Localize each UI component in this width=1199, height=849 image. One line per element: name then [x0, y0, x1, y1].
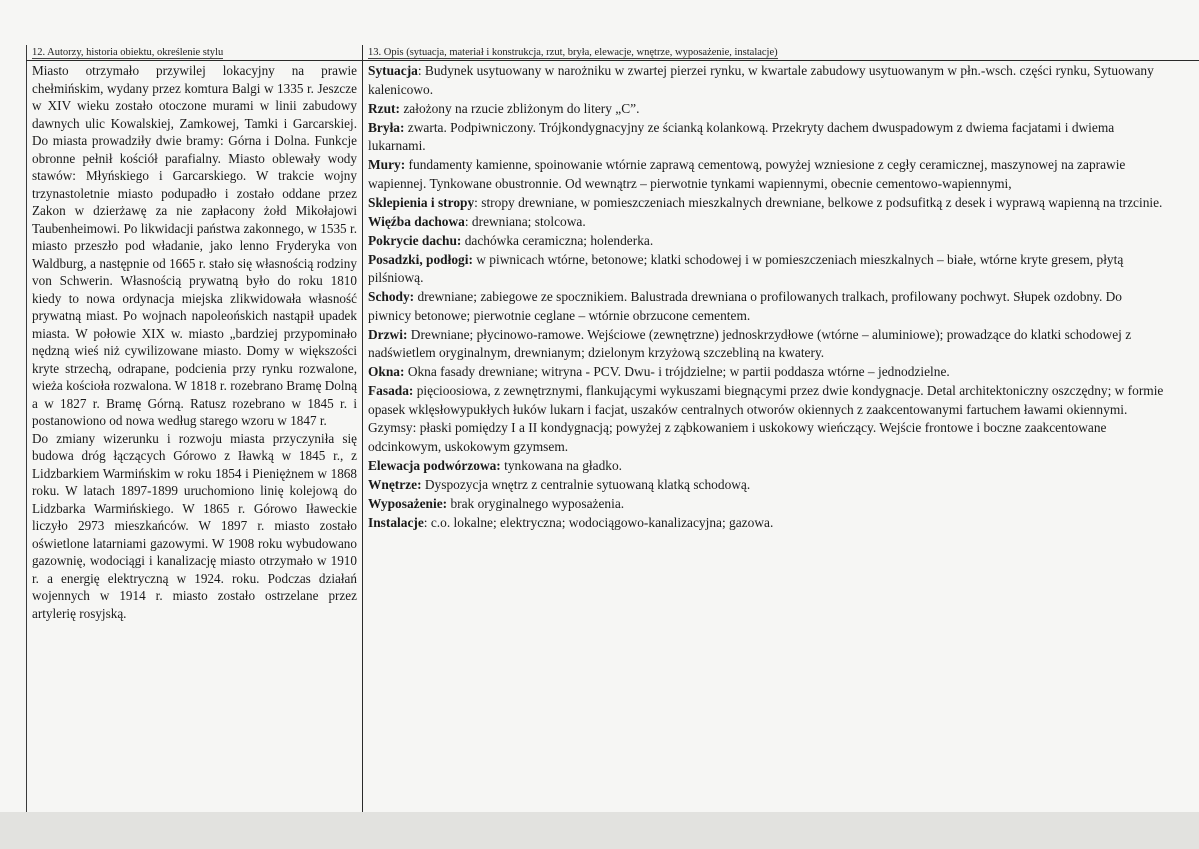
description-entry — [368, 326, 1168, 363]
description-entry — [368, 156, 1168, 193]
description-text: w piwnicach wtórne, betonowe; klatki schodowej i w pomieszczeniach mieszkalnych – białe, wtórne kryte gresem, płytą pilśniową. — [368, 251, 1124, 285]
history-column — [32, 62, 357, 622]
table-left-border — [26, 45, 27, 812]
history-paragraph-2: Do zmiany wizerunku i rozwoju miasta przyczyniła się budowa dróg łączących Górowo z Iławką w 1845 r., z Lidzbarkiem Warmińskim w roku 1854 i Pieniężnem w 1868 roku. W latach 1897-1899 uruchomiono linię kolejową do Lidzbarka Warmińskiego. W 1865 r. Górowo Iławeckie liczyło 2973 mieszkańców. W 1897 r. miasto zostało oświetlone latarniami gazowymi. W 1908 roku wybudowano gazownię, wodociągi i kanalizację miasto otrzymało w 1910 r. a energię elektryczną w 1924. roku. Podczas działań wojennych w 1914 r. miasto zostało ostrzelane przez artylerię rosyjską. — [32, 430, 357, 621]
description-text: Dyspozycja wnętrz z centralnie sytuowaną klatką schodową. — [421, 476, 751, 492]
description-label: Drzwi: — [368, 326, 408, 342]
section-12-header — [32, 46, 223, 59]
description-column — [368, 62, 1168, 533]
description-text: brak oryginalnego wyposażenia. — [447, 495, 625, 511]
description-text: pięcioosiowa, z zewnętrznymi, flankującymi wykuszami biegnącymi przez dwie kondygnacje. Detal architektoniczny oszczędny; w formie opasek wklęsłowypukłych łuków lukarn i facjat, uszaków centralnych otworów okiennych z zaakcentowanymi fartuchem ławami okiennymi. Gzymsy: płaski pomiędzy I a II kondygnacją; powyżej z ząbkowaniem i uskokowy wieńczący. Wejście frontowe i boczne zaakcentowane odcinkowym, uskokowym gzymsem. — [368, 383, 1164, 454]
description-entry — [368, 476, 1168, 495]
description-entry — [368, 514, 1168, 533]
description-text: drewniane; zabiegowe ze spocznikiem. Balustrada drewniana o profilowanych tralkach, profilowany pochwyt. Słupek ozdobny. Do piwnicy betonowe; pierwotnie ceglane – wtórnie obrzucone cementem. — [368, 289, 1123, 323]
description-entry — [368, 251, 1168, 288]
description-entry — [368, 457, 1168, 476]
description-text: : c.o. lokalne; elektryczna; wodociągowo-kanalizacyjna; gazowa. — [423, 514, 774, 530]
description-entry — [368, 119, 1168, 156]
description-text: : stropy drewniane, w pomieszczeniach mieszkalnych drewniane, belkowe z podsufitką z desek i wyprawą wapienną na trzcinie. — [474, 194, 1163, 210]
description-entry — [368, 382, 1168, 456]
description-label: Okna: — [368, 364, 405, 379]
section-13-header-text: 13. Opis (sytuacja, materiał i konstrukcja, rzut, bryła, elewacje, wnętrze, wyposażenie, instalacje) — [368, 47, 778, 58]
description-text: : drewniana; stolcowa. — [464, 213, 586, 229]
description-text: dachówka ceramiczna; holenderka. — [461, 232, 654, 248]
column-divider — [362, 45, 363, 812]
description-text: założony na rzucie zbliżonym do litery „C”. — [399, 100, 640, 116]
description-label: Instalacje — [368, 514, 424, 530]
description-label: Fasada: — [368, 383, 414, 398]
description-label: Więźba dachowa — [368, 213, 465, 229]
description-label: Bryła: — [368, 119, 405, 135]
description-label: Rzut: — [368, 100, 400, 116]
description-label: Mury: — [368, 157, 406, 172]
description-label: Sytuacja — [368, 63, 418, 78]
description-label: Sklepienia i stropy — [368, 194, 475, 210]
description-text: zwarta. Podpiwniczony. Trójkondygnacyjny ze ścianką kolankową. Przekryty dachem dwuspadowym z dwiema facjatami i dwiema lukarnami. — [368, 119, 1115, 153]
description-entry — [368, 213, 1168, 232]
description-label: Posadzki, podłogi: — [368, 251, 473, 267]
description-entry — [368, 363, 1168, 382]
description-entry — [368, 100, 1168, 119]
description-entry — [368, 62, 1168, 99]
section-13-header — [368, 46, 778, 59]
description-text: Okna fasady drewniane; witryna - PCV. Dwu- i trójdzielne; w partii poddasza wtórne – jednodzielne. — [404, 364, 950, 379]
header-rule — [26, 60, 1199, 61]
description-entry — [368, 495, 1168, 514]
description-text: fundamenty kamienne, spoinowanie wtórnie zaprawą cementową, powyżej wzniesione z cegły ceramicznej, maszynowej na zaprawie wapiennej. Tynkowane obustronnie. Od wewnątrz – pierwotnie tynkami wapiennymi, obecnie cementowo-wapiennymi, — [368, 157, 1126, 191]
description-label: Wyposażenie: — [368, 495, 448, 511]
description-entry — [368, 232, 1168, 251]
description-text: Drewniane; płycinowo-ramowe. Wejściowe (zewnętrzne) jednoskrzydłowe (wtórne – aluminiowe); prowadzące do klatki schodowej z nadświetlem oryginalnym, drewnianym; dzielonym krzyżową szczebliną na kwatery. — [368, 326, 1132, 360]
description-label: Pokrycie dachu: — [368, 232, 462, 248]
description-entry — [368, 288, 1168, 325]
description-text: tynkowana na gładko. — [500, 457, 623, 473]
scan-bottom-margin — [0, 812, 1199, 849]
history-paragraph-1: Miasto otrzymało przywilej lokacyjny na prawie chełmińskim, wydany przez komtura Balgi w 1335 r. Jeszcze w XIV wieku zostało otoczone murami w linii zabudowy dawnych ulic Kowalskiej, Zamkowej, Tamki i Garcarskiej. Do miasta prowadziły dwie bramy: Górna i Dolna. Funkcje obronne pełnił kościół parafialny. Miasto oblewały wody stawów: Młyńskiego i Garcarskiego. W trakcie wojny trzynastoletnie miasto podupadło i zostało oddane przez Zakon w dzierżawę za nie zapłacony żołd Mikołajowi Taubenheimowi. Po likwidacji państwa zakonnego, w 1535 r. miasto przeszło pod władanie, jako lenno Fryderyka von Waldburg, a następnie od 1665 r. stało się własnością rodziny von Schwerin. Własnością prywatną było do roku 1810 kiedy to nowa ordynacja miejska zlikwidowała własność prywatną miast. Po wojnach napoleońskich nastąpił upadek miasta. W połowie XIX w. miasto „bardziej przypominało nędzną wieś niż cywilizowane miasto. Domy w większości kryte strzechą, odrapane, podcienia przy rynku rozwalone, wieża kościoła rozwalona. W 1818 r. rozebrano Bramę Dolną a w 1827 r. Bramę Górną. Ratusz rozebrano w 1845 r. i postanowiono od nowa według starego wzoru w 1847 r. — [32, 63, 357, 428]
description-text: : Budynek usytuowany w narożniku w zwartej pierzei rynku, w kwartale zabudowy usytuowanym w płn.-wsch. części rynku, Sytuowany kalenicowo. — [368, 63, 1154, 97]
description-entry — [368, 194, 1168, 213]
description-label: Wnętrze: — [368, 476, 422, 492]
description-label: Elewacja podwórzowa: — [368, 457, 501, 473]
description-label: Schody: — [368, 289, 415, 304]
section-12-header-text: 12. Autorzy, historia obiektu, określenie stylu — [32, 47, 224, 58]
